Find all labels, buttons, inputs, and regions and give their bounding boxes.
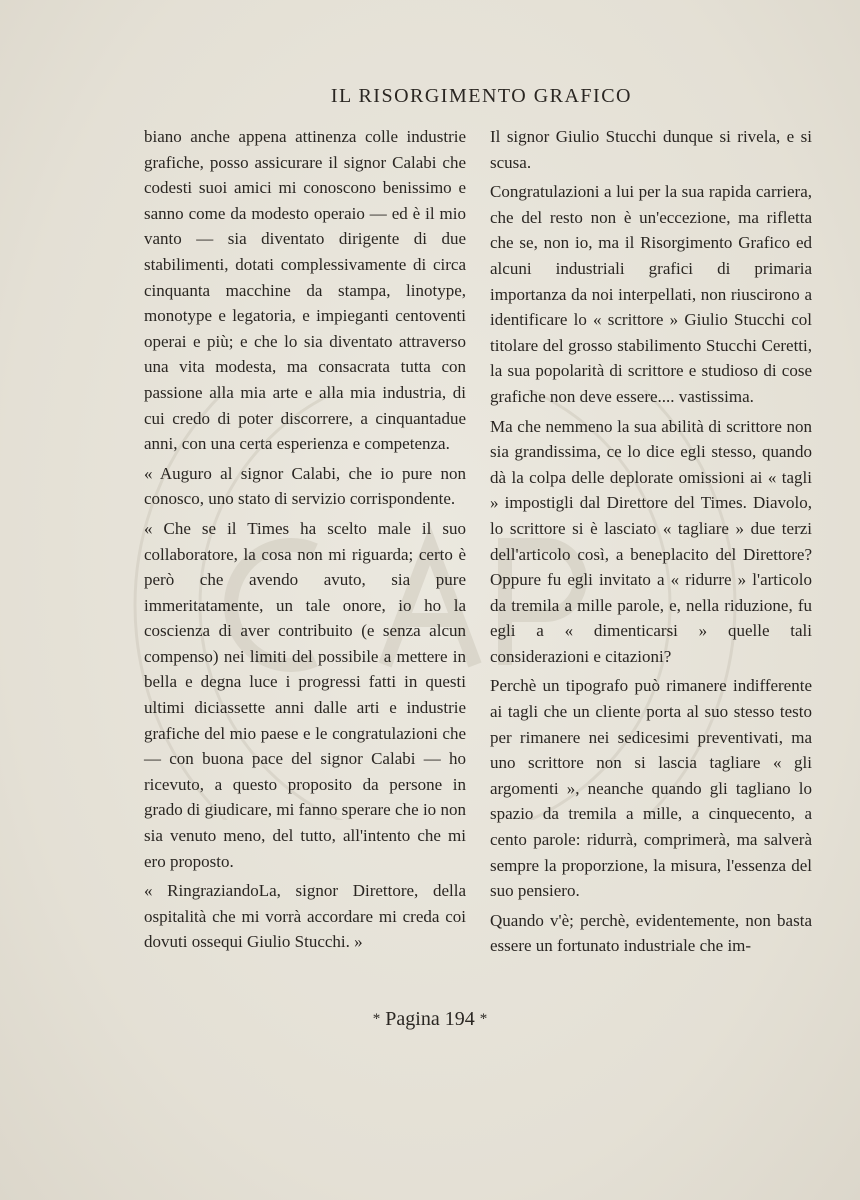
running-header: IL RISORGIMENTO GRAFICO [330,85,632,107]
page-number-footer [0,1008,860,1031]
star-ornament-right: * [479,1011,488,1027]
paragraph: « Auguro al signor Calabi, che io pure non conosco, uno stato di servizio corrispondente. [144,463,466,509]
left-column [144,124,466,959]
paragraph: « RingraziandoLa, signor Direttore, della ospitalità che mi vorrà accordare mi creda coi dovuti ossequi Giulio Stucchi. » [144,881,466,952]
paragraph: Il signor Giulio Stucchi dunque si rivela, e si scusa. [490,127,812,172]
paragraph: biano anche appena attinenza colle industrie grafiche, posso assicurare il signor Calabi che codesti suoi amici mi conoscono benissimo e sanno come da modesto operaio — ed è il mio vanto — sia diventato dirigente di due stabilimenti, dotati complessivamente di circa cinquanta macchine da stampa, linotype, monotype e legatoria, e impieganti centoventi operai e più; e che lo sia diventato attraverso una vita modesta, ma consacrata tutta con passione alla mia arte e alla mia industria, di cui credo di poter discorrere, a cinquantadue anni, con una certa esperienza e competenza. [144,127,466,454]
paragraph: Ma che nemmeno la sua abilità di scrittore non sia grandissima, ce lo dice egli stesso, quando dà la colpa delle deplorate omissioni ai « tagli » impostigli dal Direttore del Times. Diavolo, lo scrittore si è lasciato « tagliare » due terzi dell'articolo così, a beneplacito del Direttore? Oppure fu egli invitato a « ridurre » l'articolo da tremila a mille parole, e, nella riduzione, fu egli a « dimenticarsi » quelle tali considerazioni e citazioni? [490,416,812,666]
star-ornament-left: * [372,1011,381,1027]
paragraph: Perchè un tipografo può rimanere indifferente ai tagli che un cliente porta al suo stesso testo per rimanere nei sedicesimi preventivati, ma uno scrittore non si lascia tagliare « gli argomenti », neanche quando gli tagliano lo spazio da tremila a mille, a cinquecento, a cento parole: ridurrà, comprimerà, ma salverà sempre la proporzione, la misura, l'essenza del suo pensiero. [490,676,812,901]
paragraph: Quando v'è; perchè, evidentemente, non basta essere un fortunato industriale che im- [490,910,812,956]
paragraph: « Che se il Times ha scelto male il suo collaboratore, la cosa non mi riguarda; certo è però che avendo avuto, sia pure immeritatamente, un tale onore, io ho la coscienza di aver contribuito (e senza alcun compenso) nei limiti del possibile a mettere in bella e degna luce i progressi fatti in questi ultimi diciassette anni dalle arti e industrie grafiche del mio paese e le congratulazioni che — con buona pace del signor Calabi — ho ricevuto, a questo proposito da persone in grado di giudicare, mi fanno sperare che io non sia venuto meno, del tutto, all'intento che mi ero proposto. [144,518,466,871]
page-label: Pagina [385,1008,440,1030]
page-number: 194 [444,1008,475,1030]
paragraph: Congratulazioni a lui per la sua rapida carriera, che del resto non è un'eccezione, ma rifletta che se, non io, ma il Risorgimento Grafico ed alcuni industriali grafici di primaria importanza da noi interpellati, non riuscirono a identificare lo « scrittore » Giulio Stucchi col titolare del grosso stabilimento Stucchi Ceretti, la sua popolarità di scrittore e studioso di cose grafiche non deve essere.... vastissima. [490,182,812,406]
right-column [490,124,812,963]
